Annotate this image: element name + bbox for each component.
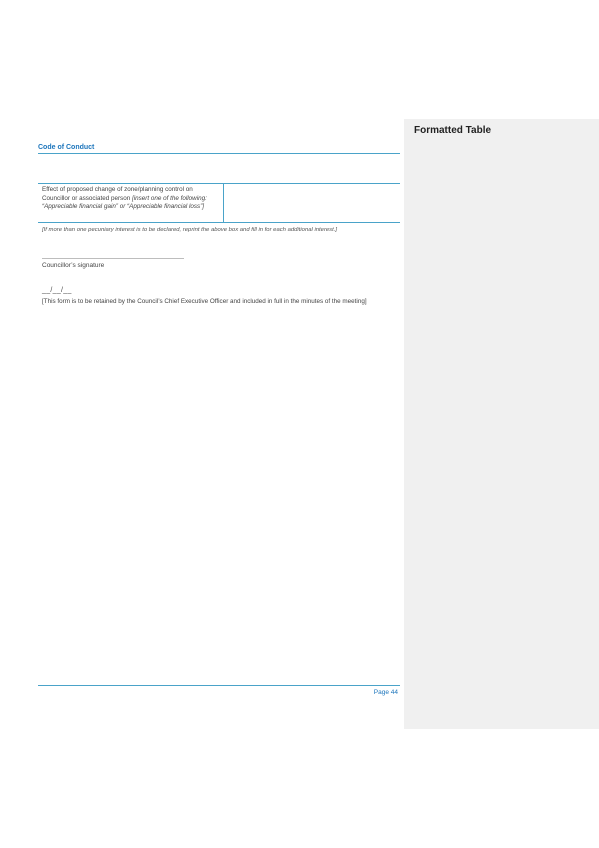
table-row-value-cell[interactable]	[224, 184, 400, 222]
running-header-title: Code of Conduct	[38, 144, 95, 151]
pecuniary-interest-table	[38, 184, 400, 223]
footer-divider	[38, 685, 400, 686]
signature-label: Councillor’s signature	[42, 262, 105, 269]
row-label-instruction: [insert one of the following: “Appreciable financial gain” or “Appreciable financial loss”]	[42, 194, 207, 210]
retention-footnote: [This form is to be retained by the Council’s Chief Executive Officer and included in full in the minutes of the meeting]	[42, 298, 367, 305]
header-divider	[38, 153, 400, 154]
table-row-label	[42, 186, 220, 212]
additional-interest-note: [If more than one pecuniary interest is to be declared, reprint the above box and fill in for each additional interest.]	[42, 227, 338, 233]
signature-line[interactable]	[42, 258, 184, 259]
comment-pane-label: Formatted Table	[414, 125, 492, 136]
date-field[interactable]: __/__/__	[42, 287, 72, 294]
page-number: Page 44	[373, 689, 398, 696]
comment-markup-pane	[404, 119, 599, 729]
row-label-text: Effect of proposed change of zone/planning control on Councillor or associated person	[42, 186, 193, 202]
